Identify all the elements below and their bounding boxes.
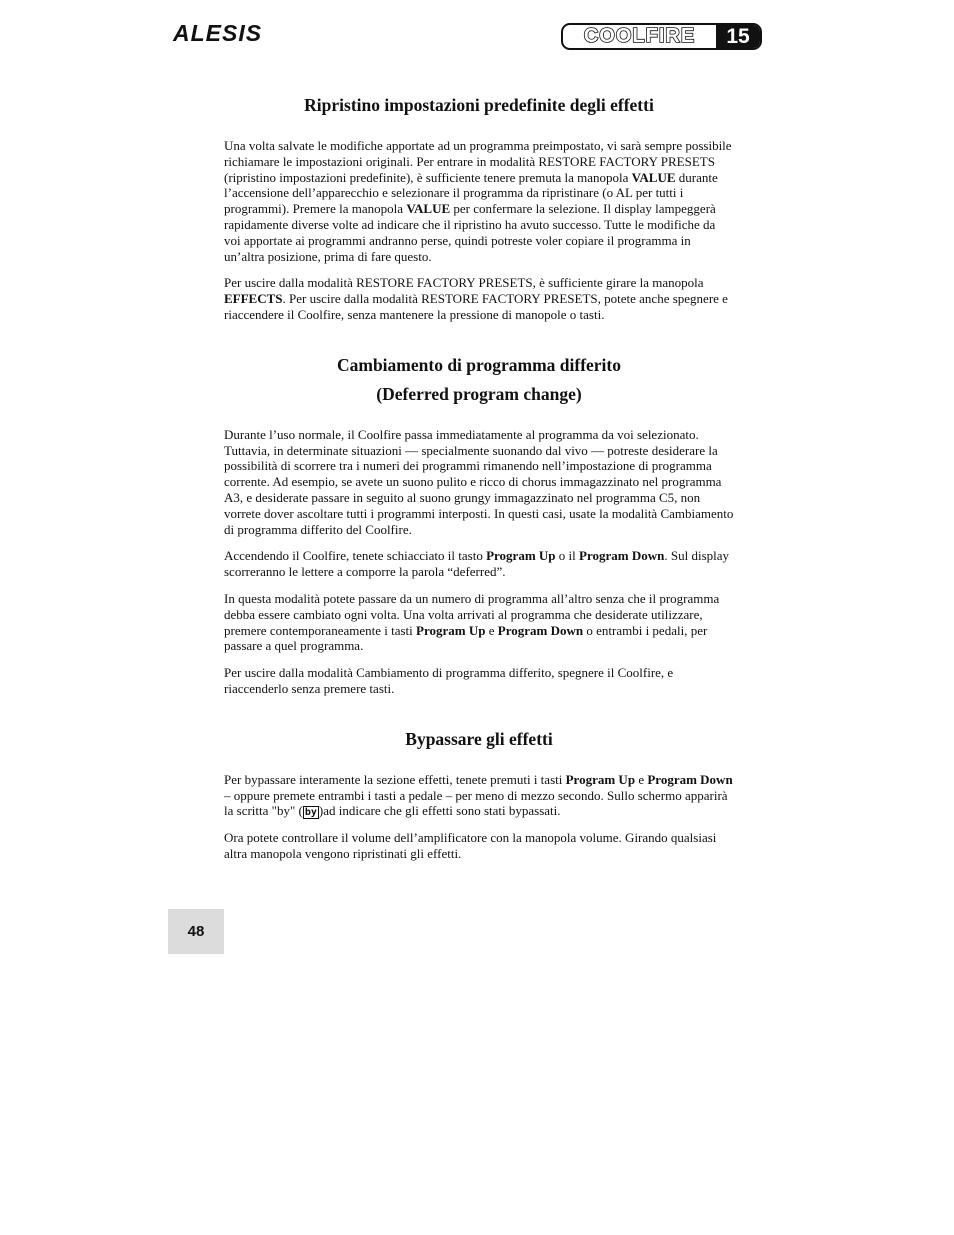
paragraph: Una volta salvate le modifiche apportate ad un programma preimpostato, vi sarà sempre possibile richiamare le impostazioni originali. Per entrare in modalità RESTORE FACTORY PRESETS (ripristino impostazioni predefinite), è sufficiente tenere premuta la manopola VALUE durante l’accensione dell’apparecchio e selezionare il programma da ripristinare (o AL per tutti i programmi). Premere la manopola VALUE per confermare la selezione. Il display lampeggerà rapidamente diverse volte ad indicare che il ripristino ha avuto successo. Tutte le modifiche da voi apportate ai programmi andranno perse, quindi potreste voler copiare il programma in un’altra posizione, prima di fare questo. — [224, 138, 732, 264]
paragraph: Per bypassare interamente la sezione effetti, tenete premuti i tasti Program Up e Program Down – oppure premete entrambi i tasti a pedale – per meno di mezzo secondo. Sullo schermo apparirà la scritta "by" ( by )ad indicare che gli effetti sono stati bypassati. — [224, 771, 733, 819]
page-content — [224, 94, 734, 862]
section-title-restore: Ripristino impostazioni predefinite degli effetti — [304, 95, 654, 115]
coolfire-logo-number: 15 — [716, 25, 760, 48]
page-number: 48 — [168, 909, 224, 954]
paragraph: In questa modalità potete passare da un numero di programma all’altro senza che il programma debba essere cambiato ogni volta. Una volta arrivati al programma che desiderate utilizzare, premere contemporaneamente i tasti Program Up e Program Down o entrambi i pedali, per passare a quel programma. — [224, 590, 720, 654]
section-title-deferred: Cambiamento di programma differito — [336, 354, 622, 375]
paragraph: Per uscire dalla modalità RESTORE FACTORY PRESETS, è sufficiente girare la manopola EFFECTS. Per uscire dalla modalità RESTORE FACTORY PRESETS, potete anche spegnere e riaccendere il Coolfire, senza mantenere la pressione di manopole o tasti. — [224, 275, 728, 322]
paragraph: Accendendo il Coolfire, tenete schiacciato il tasto Program Up o il Program Down. Sul display scorreranno le lettere a comporre la parola “deferred”. — [224, 548, 730, 580]
bypass-display-icon: by — [304, 807, 317, 819]
paragraph: Durante l’uso normale, il Coolfire passa immediatamente al programma da voi selezionato. Tuttavia, in determinate situazioni — specialmente suonando dal vivo — potreste desiderare la possibilità di scorrere tra i numeri dei programmi rimanendo nell’impostazione di programma corrente. Ad esempio, se avete un suono pulito e ricco di chorus immagazzinato nel programma A3, e desiderate passare in seguito al suono grungy immagazzinato nel programma C5, non vorrete dover ascoltare tutti i programmi interposti. In questi casi, usate la modalità Cambiamento di programma differito del Coolfire. — [224, 426, 734, 537]
paragraph: Ora potete controllare il volume dell’amplificatore con la manopola volume. Girando qualsiasi altra manopola vengono ripristinati gli effetti. — [224, 830, 717, 862]
alesis-logo-text: ALESIS — [173, 20, 263, 46]
paragraph: Per uscire dalla modalità Cambiamento di programma differito, spegnere il Coolfire, e riaccenderlo senza premere tasti. — [224, 665, 674, 696]
section-subtitle-deferred: (Deferred program change) — [376, 383, 582, 404]
coolfire15-logo — [561, 23, 762, 50]
alesis-logo — [173, 20, 262, 46]
coolfire-logo-word: COOLFIRE — [583, 25, 696, 47]
section-title-bypass: Bypassare gli effetti — [405, 728, 553, 749]
